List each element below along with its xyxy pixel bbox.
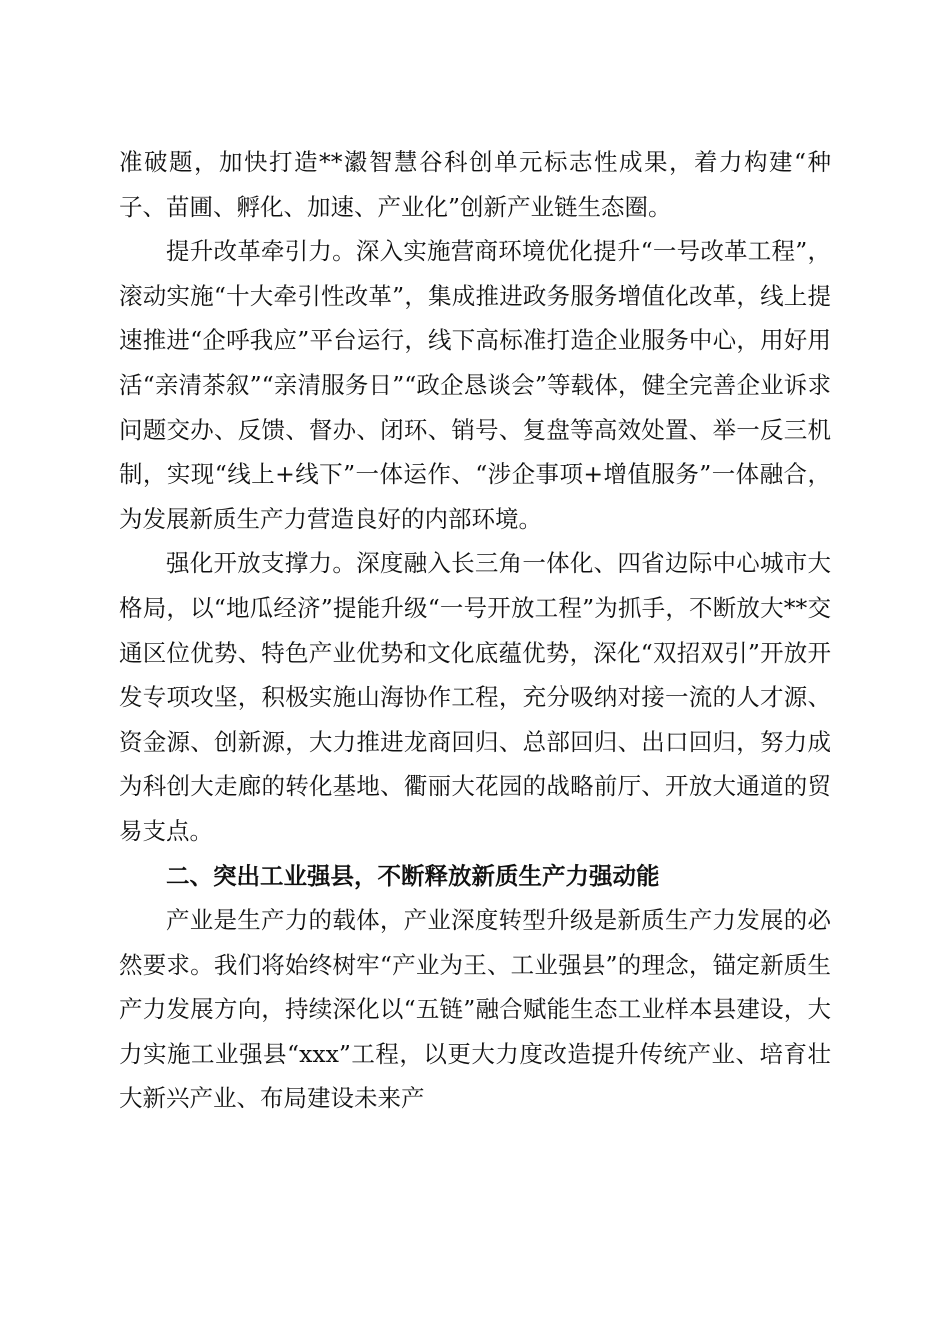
paragraph-industry: 产业是生产力的载体，产业深度转型升级是新质生产力发展的必然要求。我们将始终树牢“产业为王、工业强县”的理念，锚定新质生产力发展方向，持续深化以“五链”融合赋能生态工业样本县建设，大力实施工业强县“xxx”工程，以更大力度改造提升传统产业、培育壮大新兴产业、布局建设未来产 — [119, 906, 831, 1113]
paragraph-continuation: 准破题，加快打造**瀫智慧谷科创单元标志性成果，着力构建“种子、苗圃、孵化、加速、产业化”创新产业链生态圈。 — [119, 148, 831, 221]
paragraph-reform: 提升改革牵引力。深入实施营商环境优化提升“一号改革工程”，滚动实施“十大牵引性改革”，集成推进政务服务增值化改革，线上提速推进“企呼我应”平台运行，线下高标准打造企业服务中心，用好用活“亲清茶叙”“亲清服务日”“政企恳谈会”等载体，健全完善企业诉求问题交办、反馈、督办、闭环、销号、复盘等高效处置、举一反三机制，实现“线上+线下”一体运作、“涉企事项+增值服务”一体融合，为发展新质生产力营造良好的内部环境。 — [119, 237, 831, 533]
document-body — [119, 140, 831, 1121]
section-heading: 二、突出工业强县，不断释放新质生产力强动能 — [166, 861, 660, 890]
paragraph-opening: 强化开放支撑力。深度融入长三角一体化、四省边际中心城市大格局，以“地瓜经济”提能升级“一号开放工程”为抓手，不断放大**交通区位优势、特色产业优势和文化底蕴优势，深化“双招双引”开放开发专项攻坚，积极实施山海协作工程，充分吸纳对接一流的人才源、资金源、创新源，大力推进龙商回归、总部回归、出口回归，努力成为科创大走廊的转化基地、衢丽大花园的战略前厅、开放大通道的贸易支点。 — [119, 549, 831, 845]
